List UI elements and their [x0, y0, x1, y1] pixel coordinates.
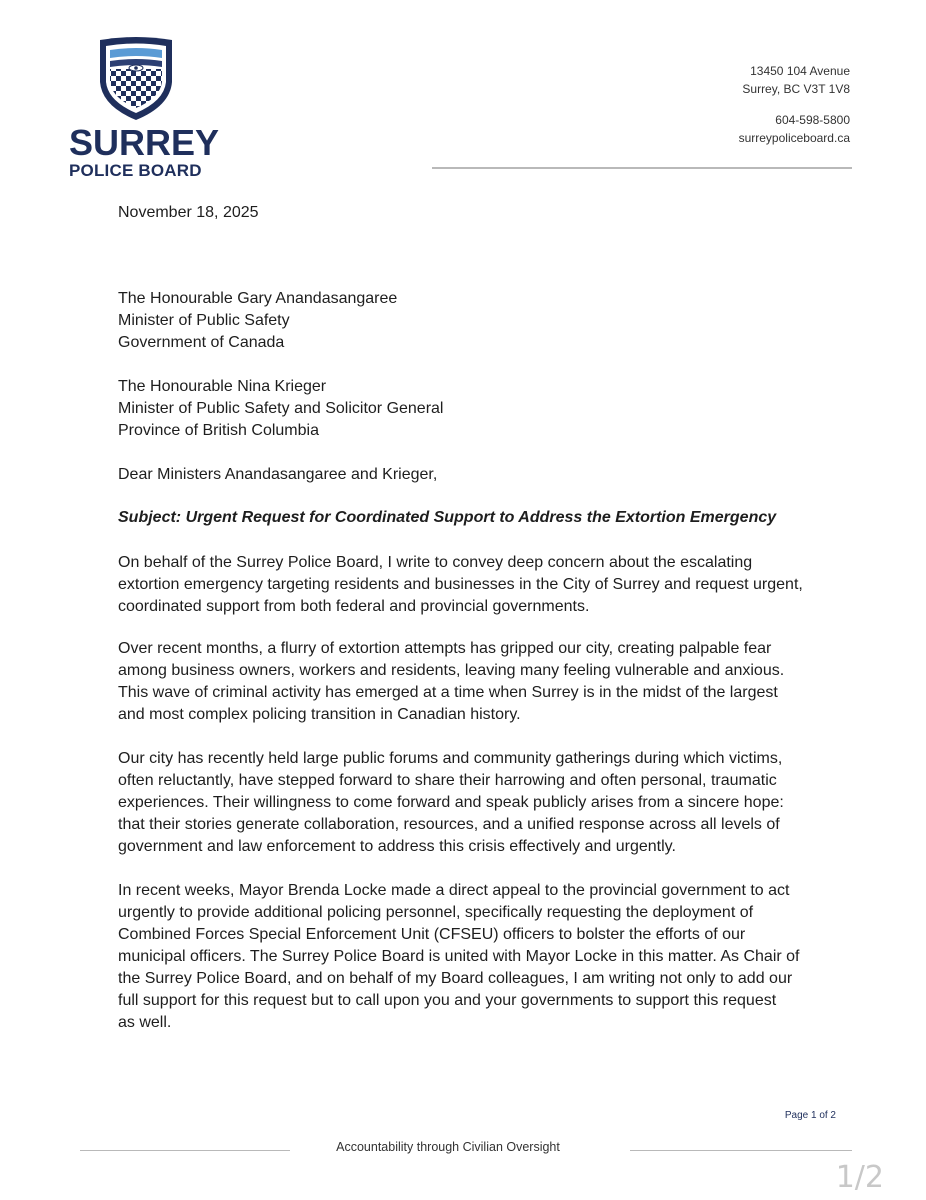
paragraph-2	[118, 638, 838, 726]
paragraph-line: Over recent months, a flurry of extortion attempts has gripped our city, creating palpable fear	[118, 640, 772, 657]
recipient-line: The Honourable Nina Krieger	[118, 378, 327, 395]
paragraph-line: the Surrey Police Board, and on behalf of my Board colleagues, I am writing not only to add our	[118, 970, 793, 987]
paragraph-line: and most complex policing transition in Canadian history.	[118, 706, 521, 723]
viewer-page-indicator: 1/2	[835, 1160, 884, 1195]
subject-line: Subject: Urgent Request for Coordinated Support to Address the Extortion Emergency	[118, 509, 777, 526]
paragraph-line: Our city has recently held large public forums and community gatherings during which victims,	[118, 750, 783, 767]
paragraph-line: full support for this request but to call upon you and your governments to support this request	[118, 992, 777, 1009]
paragraph-line: that their stories generate collaboration, resources, and a unified response across all levels of	[118, 816, 780, 833]
recipient-line: The Honourable Gary Anandasangaree	[118, 290, 398, 307]
paragraph-line: coordinated support from both federal and provincial governments.	[118, 598, 590, 615]
salutation: Dear Ministers Anandasangaree and Krieger,	[118, 466, 438, 483]
shield-icon	[96, 36, 176, 122]
website: surreypoliceboard.ca	[738, 131, 850, 145]
footer-divider-left	[80, 1150, 290, 1151]
recipient-line: Minister of Public Safety	[118, 312, 290, 329]
recipient-line: Minister of Public Safety and Solicitor General	[118, 400, 444, 417]
paragraph-line: government and law enforcement to address this crisis effectively and urgently.	[118, 838, 676, 855]
contact-block	[739, 62, 850, 147]
paragraph-1	[118, 552, 838, 618]
footer-divider-right	[630, 1150, 852, 1151]
address-line-1: 13450 104 Avenue	[750, 64, 850, 78]
recipient-line: Province of British Columbia	[118, 422, 319, 439]
recipient-block-2	[118, 376, 838, 442]
paragraph-line: experiences. Their willingness to come forward and speak publicly arises from a sincere hope:	[118, 794, 784, 811]
paragraph-line: Combined Forces Special Enforcement Unit (CFSEU) officers to bolster the efforts of our	[118, 926, 746, 943]
paragraph-line: On behalf of the Surrey Police Board, I write to convey deep concern about the escalating	[118, 554, 753, 571]
header-divider	[432, 167, 852, 169]
page-number: Page 1 of 2	[784, 1110, 836, 1121]
org-name: SURREY	[69, 122, 220, 163]
org-name-sub: POLICE BOARD	[69, 161, 202, 180]
phone: 604-598-5800	[775, 113, 850, 127]
paragraph-line: municipal officers. The Surrey Police Board is united with Mayor Locke in this matter. As Chair of	[118, 948, 800, 965]
paragraph-line: extortion emergency targeting residents and businesses in the City of Surrey and request urgent,	[118, 576, 803, 593]
paragraph-4	[118, 880, 838, 1034]
paragraph-line: often reluctantly, have stepped forward to share their harrowing and often personal, traumatic	[118, 772, 777, 789]
paragraph-line: among business owners, workers and residents, leaving many feeling vulnerable and anxious.	[118, 662, 785, 679]
paragraph-3	[118, 748, 838, 858]
paragraph-line: In recent weeks, Mayor Brenda Locke made a direct appeal to the provincial government to act	[118, 882, 790, 899]
recipient-line: Government of Canada	[118, 334, 285, 351]
paragraph-line: This wave of criminal activity has emerged at a time when Surrey is in the midst of the largest	[118, 684, 778, 701]
paragraph-line: as well.	[118, 1014, 172, 1031]
paragraph-line: urgently to provide additional policing personnel, specifically requesting the deployment of	[118, 904, 754, 921]
address-line-2: Surrey, BC V3T 1V8	[742, 82, 850, 96]
footer-tagline: Accountability through Civilian Oversight	[336, 1140, 560, 1154]
recipient-block-1	[118, 288, 838, 354]
letter-date: November 18, 2025	[118, 204, 259, 221]
